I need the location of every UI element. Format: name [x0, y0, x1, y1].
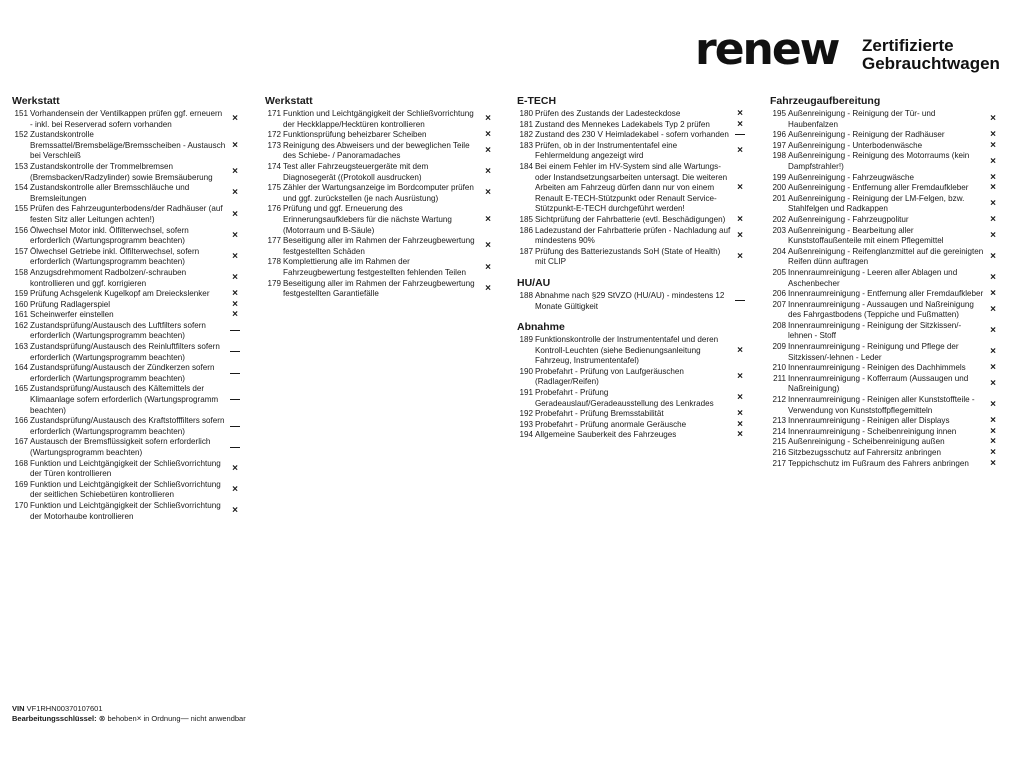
item-number: 214 — [772, 426, 786, 436]
item-number: 207 — [772, 299, 786, 309]
checklist-item — [265, 183, 497, 204]
checklist-item — [12, 459, 244, 480]
checklist-item — [770, 141, 1002, 152]
renew-logo — [695, 24, 1015, 76]
logo-tagline-line1: Zertifizierte — [862, 36, 954, 55]
checklist-item — [12, 268, 244, 289]
item-number: 201 — [772, 193, 786, 203]
checklist-item — [12, 342, 244, 363]
checklist-item — [12, 247, 244, 268]
item-description: Zustand des 230 V Heimladekabel - sofern vorhanden — [535, 130, 729, 140]
item-number: 197 — [772, 140, 786, 150]
item-description: Außenreinigung - Entfernung aller Fremdaufkleber — [788, 183, 969, 193]
checklist-item — [12, 363, 244, 384]
checklist-item — [517, 409, 749, 420]
item-number: 155 — [14, 204, 28, 214]
ok-icon: × — [232, 298, 238, 310]
ok-icon: × — [990, 139, 996, 151]
item-number: 156 — [14, 225, 28, 235]
ok-icon: × — [990, 346, 996, 358]
ok-icon: × — [737, 251, 743, 263]
item-number: 194 — [519, 430, 533, 440]
item-number: 159 — [14, 289, 28, 299]
ok-icon: × — [485, 145, 491, 157]
item-description: Prüfung Achsgelenk Kugelkopf am Dreieckslenker — [30, 289, 210, 299]
checklist-column-1 — [12, 95, 244, 522]
item-number: 185 — [519, 214, 533, 224]
item-description: Innenraumreinigung - Reinigen aller Kunststoffteile - Verwendung von Kunststoffpflegemitteln — [788, 395, 975, 415]
ok-icon: × — [990, 182, 996, 194]
checklist-item — [12, 501, 244, 522]
ok-icon: × — [990, 129, 996, 141]
item-description: Innenraumreinigung - Aussaugen und Naßreinigung des Fahrgastbodens (Teppiche und Fußmatten) — [788, 299, 974, 320]
checklist-item — [770, 109, 1002, 130]
checklist-item — [12, 480, 244, 501]
item-description: Zähler der Wartungsanzeige im Bordcomputer prüfen und ggf. zurückstellen (je nach Ausrüstung) — [283, 183, 474, 203]
vin-label: VIN — [12, 704, 25, 713]
item-number: 191 — [519, 388, 533, 398]
vin-line — [12, 704, 246, 714]
checklist-item — [12, 226, 244, 247]
item-description: Innenraumreinigung - Reinigung und Pflege der Sitzkissen/-lehnen - Leder — [788, 342, 959, 362]
item-description: Außenreinigung - Reinigung der LM-Felgen, bzw. Stahlfelgen und Radkappen — [788, 193, 965, 214]
item-description: Funktionsprüfung beheizbarer Scheiben — [283, 130, 427, 140]
ok-icon: × — [136, 713, 142, 723]
item-number: 176 — [267, 204, 281, 214]
checklist-item — [517, 335, 749, 367]
checklist-item — [770, 247, 1002, 268]
ok-icon: × — [485, 166, 491, 178]
item-description: Prüfung Radlagerspiel — [30, 299, 111, 309]
not-applicable-icon: — — [230, 325, 240, 337]
item-description: Prüfung und ggf. Erneuerung des Erinnerungsaufklebers für die nächste Wartung (Motorraum und B-Säule) — [283, 204, 452, 235]
item-number: 167 — [14, 437, 28, 447]
checklist-item — [770, 416, 1002, 427]
checklist-item — [770, 427, 1002, 438]
item-description: Ölwechsel Motor inkl. Ölfilterwechsel, sofern erforderlich (Wartungsprogramm beachten) — [30, 225, 189, 246]
ok-icon: × — [232, 166, 238, 178]
item-number: 188 — [519, 290, 533, 300]
item-description: Außenreinigung - Reinigung der Tür- und Haubenfalzen — [788, 109, 936, 129]
item-description: Funktion und Leichtgängigkeit der Schließvorrichtung der seitlichen Schiebetüren kontrollieren — [30, 479, 221, 500]
section-title: E-TECH — [517, 95, 557, 107]
legend-na-text: nicht anwendbar — [190, 713, 246, 723]
item-description: Innenraumreinigung - Kofferraum (Aussaugen und Naßreinigung) — [788, 373, 969, 394]
item-description: Beseitigung aller im Rahmen der Fahrzeugbewertung festgestellten Garantiefälle — [283, 278, 475, 299]
repaired-icon: ⊗ — [98, 713, 106, 723]
item-description: Sitzbezugsschutz auf Fahrersitz anbringen — [788, 448, 941, 457]
checklist-item — [517, 247, 749, 268]
item-description: Außenreinigung - Fahrzeugwäsche — [788, 172, 914, 182]
ok-icon: × — [990, 457, 996, 469]
ok-icon: × — [737, 213, 743, 225]
ok-icon: × — [232, 309, 238, 321]
item-number: 196 — [772, 130, 786, 140]
item-number: 195 — [772, 109, 786, 118]
item-number: 171 — [267, 109, 281, 118]
logo-tagline — [862, 37, 1000, 73]
item-description: Funktion und Leichtgängigkeit der Schließvorrichtung der Heckklappe/Hecktüren kontrollieren — [283, 109, 474, 129]
item-description: Probefahrt - Prüfung Bremsstabilität — [535, 409, 664, 419]
checklist-item — [770, 448, 1002, 459]
item-description: Innenraumreinigung - Reinigen aller Displays — [788, 416, 950, 426]
checklist-item — [770, 321, 1002, 342]
item-number: 165 — [14, 384, 28, 394]
legend-ok-text: in Ordnung — [143, 713, 181, 723]
checklist-item — [265, 141, 497, 162]
not-applicable-icon: — — [180, 713, 189, 723]
item-number: 172 — [267, 130, 281, 140]
item-description: Außenreinigung - Fahrzeugpolitur — [788, 214, 909, 224]
item-number: 216 — [772, 448, 786, 457]
not-applicable-icon: — — [230, 441, 240, 453]
item-number: 157 — [14, 246, 28, 256]
logo-tagline-line2: Gebrauchtwagen — [862, 54, 1000, 73]
item-number: 203 — [772, 225, 786, 235]
item-description: Vorhandensein der Ventilkappen prüfen ggf. erneuern - inkl. bei Reserverad sofern vorhanden — [30, 109, 223, 129]
ok-icon: × — [737, 371, 743, 383]
ok-icon: × — [232, 187, 238, 199]
item-number: 168 — [14, 458, 28, 468]
logo-wordmark: renew — [695, 24, 839, 75]
item-number: 163 — [14, 342, 28, 352]
item-description: Außenreinigung - Reinigung des Motorraums (kein Dampfstrahler!) — [788, 151, 970, 171]
item-number: 152 — [14, 130, 28, 140]
checklist-item — [12, 162, 244, 183]
ok-icon: × — [737, 145, 743, 157]
item-description: Zustandsprüfung/Austausch des Reinluftfilters sofern erforderlich (Wartungsprogramm beachten) — [30, 342, 220, 362]
legend-repaired-text: behoben — [107, 713, 137, 723]
ok-icon: × — [232, 484, 238, 496]
vin-value: VF1RHN00370107601 — [26, 704, 103, 713]
checklist-column-2 — [265, 95, 497, 300]
item-number: 177 — [267, 236, 281, 246]
checklist-item — [517, 130, 749, 141]
item-number: 164 — [14, 363, 28, 373]
ok-icon: × — [990, 113, 996, 125]
item-description: Zustandskontrolle aller Bremsschläuche und Bremsleitungen — [30, 183, 190, 203]
item-description: Außenreinigung - Reifenglanzmittel auf die gereinigten Reifen dünn auftragen — [788, 246, 984, 267]
section-title: Abnahme — [517, 321, 565, 334]
item-number: 208 — [772, 320, 786, 330]
checklist-item — [517, 291, 749, 312]
ok-icon: × — [737, 108, 743, 119]
item-number: 178 — [267, 257, 281, 267]
checklist-item — [12, 437, 244, 458]
checklist-item — [770, 395, 1002, 416]
ok-icon: × — [737, 229, 743, 241]
section-title: Werkstatt — [265, 95, 313, 107]
ok-icon: × — [990, 362, 996, 374]
checklist-item — [517, 388, 749, 409]
checklist-item — [770, 215, 1002, 226]
item-description: Funktion und Leichtgängigkeit der Schließvorrichtung der Türen kontrollieren — [30, 458, 221, 479]
checklist-item — [770, 300, 1002, 321]
checklist-item — [770, 363, 1002, 374]
item-number: 181 — [519, 119, 533, 129]
ok-icon: × — [990, 399, 996, 411]
item-description: Test aller Fahrzeugsteuergeräte mit dem Diagnosegerät ((Protokoll ausdrucken) — [283, 161, 429, 182]
checklist-item — [12, 321, 244, 342]
checklist-item — [265, 109, 497, 130]
item-number: 209 — [772, 342, 786, 352]
checklist-item — [12, 416, 244, 437]
item-number: 175 — [267, 183, 281, 193]
ok-icon: × — [485, 213, 491, 225]
item-number: 162 — [14, 320, 28, 330]
item-number: 182 — [519, 130, 533, 140]
item-description: Austausch der Bremsflüssigkeit sofern erforderlich (Wartungsprogramm beachten) — [30, 437, 211, 457]
checklist-item — [770, 374, 1002, 395]
ok-icon: × — [990, 251, 996, 263]
ok-icon: × — [990, 198, 996, 210]
checklist-item — [265, 130, 497, 141]
item-number: 153 — [14, 161, 28, 171]
checklist-item — [517, 430, 749, 441]
item-number: 199 — [772, 172, 786, 182]
item-number: 193 — [519, 419, 533, 429]
item-number: 217 — [772, 458, 786, 468]
item-description: Zustandskontrolle Bremssattel/Bremsbeläge/Bremsscheiben - Austausch bei Verschleiß — [30, 130, 226, 161]
ok-icon: × — [990, 213, 996, 225]
checklist-item — [517, 162, 749, 215]
checklist-item — [770, 268, 1002, 289]
item-number: 200 — [772, 183, 786, 193]
not-applicable-icon: — — [230, 394, 240, 406]
item-number: 174 — [267, 161, 281, 171]
section-title: Fahrzeugaufbereitung — [770, 95, 881, 107]
ok-icon: × — [737, 418, 743, 430]
ok-icon: × — [485, 261, 491, 273]
item-description: Ölwechsel Getriebe inkl. Ölfilterwechsel, sofern erforderlich (Wartungsprogramm beachten) — [30, 246, 200, 267]
checklist-item — [12, 300, 244, 311]
item-description: Abnahme nach §29 StVZO (HU/AU) - mindestens 12 Monate Gültigkeit — [535, 290, 725, 311]
ok-icon: × — [485, 240, 491, 252]
checklist-item — [517, 215, 749, 226]
item-number: 189 — [519, 335, 533, 345]
item-number: 180 — [519, 109, 533, 118]
item-number: 206 — [772, 289, 786, 299]
checklist-item — [517, 141, 749, 162]
checklist-item — [770, 130, 1002, 141]
checklist-item — [770, 459, 1002, 470]
ok-icon: × — [990, 171, 996, 183]
footer — [12, 704, 246, 723]
item-description: Komplettierung alle im Rahmen der Fahrzeugbewertung festgestellten fehlenden Teilen — [283, 257, 466, 277]
item-description: Scheinwerfer einstellen — [30, 310, 114, 320]
item-description: Probefahrt - Prüfung von Laufgeräuschen (Radlager/Reifen) — [535, 366, 684, 387]
item-number: 202 — [772, 214, 786, 224]
item-description: Außenreinigung - Scheibenreinigung außen — [788, 437, 945, 447]
item-number: 154 — [14, 183, 28, 193]
checklist-item — [265, 279, 497, 300]
checklist-item — [770, 289, 1002, 300]
item-description: Prüfen, ob in der Instrumententafel eine Fehlermeldung angezeigt wird — [535, 140, 678, 161]
checklist-item — [770, 226, 1002, 247]
item-description: Außenreinigung - Reinigung der Radhäuser — [788, 130, 945, 140]
item-description: Probefahrt - Prüfung Geradeauslauf/Geradeausstellung des Lenkrades — [535, 388, 714, 408]
item-number: 192 — [519, 409, 533, 419]
item-description: Innenraumreinigung - Scheibenreinigung innen — [788, 426, 957, 436]
item-number: 213 — [772, 416, 786, 426]
not-applicable-icon: — — [735, 129, 745, 141]
ok-icon: × — [232, 113, 238, 125]
ok-icon: × — [232, 462, 238, 474]
ok-icon: × — [737, 182, 743, 194]
item-description: Zustandsprüfung/Austausch des Kältemittels der Klimaanlage sofern erforderlich (Wartungsprogramm beachten) — [30, 384, 219, 415]
item-number: 186 — [519, 225, 533, 235]
item-number: 187 — [519, 246, 533, 256]
checklist-column-3 — [517, 95, 749, 441]
item-description: Funktionskontrolle der Instrumententafel und deren Kontroll-Leuchten (siehe Bedienungsanleitung Fahrzeug, Instrumententafel) — [535, 335, 719, 366]
item-description: Anzugsdrehmoment Radbolzen/-schrauben kontrollieren und ggf. korrigieren — [30, 267, 187, 288]
ok-icon: × — [990, 436, 996, 448]
ok-icon: × — [485, 187, 491, 199]
section-title: Werkstatt — [12, 95, 60, 107]
ok-icon: × — [232, 272, 238, 284]
ok-icon: × — [232, 251, 238, 263]
item-number: 184 — [519, 161, 533, 171]
item-description: Bei einem Fehler im HV-System sind alle Wartungs- oder Instandsetzungsarbeiten untersagt. Die weiteren Arbeiten am Fahrzeug dürfen dann nur von einem Renault E-TECH-Stützpunkt oder Renault Service-Stützpunkt-E-TECH durchgeführt werden! — [535, 161, 728, 214]
item-number: 173 — [267, 140, 281, 150]
item-number: 190 — [519, 366, 533, 376]
ok-icon: × — [232, 505, 238, 517]
checklist-item — [517, 109, 749, 120]
item-description: Reinigung des Abweisers und der beweglichen Teile des Schiebe- / Panoramadaches — [283, 140, 470, 161]
ok-icon: × — [990, 303, 996, 315]
ok-icon: × — [990, 229, 996, 241]
checklist-item — [12, 130, 244, 162]
item-number: 170 — [14, 500, 28, 510]
ok-icon: × — [990, 272, 996, 284]
checklist-item — [517, 367, 749, 388]
item-description: Innenraumreinigung - Entfernung aller Fremdaufkleber — [788, 289, 984, 299]
ok-icon: × — [737, 118, 743, 130]
item-description: Zustandsprüfung/Austausch der Zündkerzen sofern erforderlich (Wartungsprogramm beachten) — [30, 363, 215, 383]
item-number: 160 — [14, 299, 28, 309]
checklist-item — [265, 257, 497, 278]
ok-icon: × — [232, 229, 238, 241]
checklist-item — [770, 151, 1002, 172]
checklist-item — [12, 310, 244, 321]
item-description: Beseitigung aller im Rahmen der Fahrzeugbewertung festgestellten Schäden — [283, 236, 475, 256]
checklist-item — [517, 420, 749, 431]
ok-icon: × — [990, 447, 996, 458]
checklist-item — [12, 109, 244, 130]
item-description: Teppichschutz im Fußraum des Fahrers anbringen — [788, 458, 969, 468]
checklist-item — [770, 342, 1002, 363]
checklist-item — [517, 226, 749, 247]
item-description: Zustandsprüfung/Austausch des Kraftstofffilters sofern erforderlich (Wartungsprogramm beachten) — [30, 416, 225, 436]
checklist-item — [770, 194, 1002, 215]
ok-icon: × — [990, 325, 996, 337]
checklist-item — [12, 204, 244, 225]
checklist-item — [770, 173, 1002, 184]
item-number: 169 — [14, 479, 28, 489]
ok-icon: × — [737, 408, 743, 420]
item-description: Außenreinigung - Unterbodenwäsche — [788, 140, 923, 150]
ok-icon: × — [737, 344, 743, 356]
item-description: Innenraumreinigung - Reinigen des Dachhimmels — [788, 363, 966, 373]
section-title: HU/AU — [517, 276, 551, 289]
item-description: Funktion und Leichtgängigkeit der Schließvorrichtung der Motorhaube kontrollieren — [30, 500, 221, 521]
item-description: Außenreinigung - Bearbeitung aller Kunststoffaußenteile mit einem Pflegemittel — [788, 225, 944, 246]
item-number: 204 — [772, 246, 786, 256]
ok-icon: × — [990, 288, 996, 300]
item-description: Sichtprüfung der Fahrbatterie (evtl. Beschädigungen) — [535, 214, 726, 224]
item-number: 161 — [14, 310, 28, 320]
item-description: Prüfen des Zustands der Ladesteckdose — [535, 109, 681, 118]
checklist-item — [770, 437, 1002, 448]
ok-icon: × — [990, 425, 996, 437]
item-number: 151 — [14, 109, 28, 118]
checklist-column-4 — [770, 95, 1002, 469]
not-applicable-icon: — — [230, 346, 240, 358]
checklist-item — [12, 183, 244, 204]
ok-icon: × — [737, 392, 743, 404]
item-number: 210 — [772, 363, 786, 373]
ok-icon: × — [232, 288, 238, 300]
item-description: Zustandskontrolle der Trommelbremsen (Bremsbacken/Radzylinder) sowie Bremsäuberung — [30, 161, 213, 182]
ok-icon: × — [232, 208, 238, 220]
ok-icon: × — [485, 113, 491, 125]
item-description: Ladezustand der Fahrbatterie prüfen - Nachladung auf mindestens 90% — [535, 225, 731, 246]
ok-icon: × — [485, 282, 491, 294]
item-description: Innenraumreinigung - Reinigung der Sitzkissen/-lehnen - Stoff — [788, 320, 962, 341]
item-number: 205 — [772, 267, 786, 277]
ok-icon: × — [232, 139, 238, 151]
ok-icon: × — [990, 415, 996, 427]
not-applicable-icon: — — [230, 367, 240, 379]
checklist-item — [12, 289, 244, 300]
checklist-item — [265, 236, 497, 257]
item-description: Zustand des Mennekes Ladekabels Typ 2 prüfen — [535, 119, 710, 129]
item-number: 215 — [772, 437, 786, 447]
ok-icon: × — [485, 129, 491, 141]
item-number: 166 — [14, 416, 28, 426]
item-number: 183 — [519, 140, 533, 150]
item-description: Prüfung des Batteriezustands SoH (State of Health) mit CLIP — [535, 246, 721, 267]
item-description: Probefahrt - Prüfung anormale Geräusche — [535, 419, 687, 429]
item-number: 212 — [772, 395, 786, 405]
checklist-item — [517, 120, 749, 131]
item-description: Innenraumreinigung - Leeren aller Ablagen und Aschenbecher — [788, 267, 958, 288]
checklist-item — [770, 183, 1002, 194]
checklist-item — [265, 162, 497, 183]
not-applicable-icon: — — [230, 420, 240, 432]
item-description: Allgemeine Sauberkeit des Fahrzeuges — [535, 430, 677, 440]
item-description: Zustandsprüfung/Austausch des Luftfilters sofern erforderlich (Wartungsprogramm beachten) — [30, 320, 206, 341]
checklist-item — [265, 204, 497, 236]
legend-line — [12, 714, 246, 724]
checklist-item — [12, 384, 244, 416]
item-description: Prüfen des Fahrzeugunterbodens/der Radhäuser (auf festen Sitz aller Leitungen achten!) — [30, 204, 223, 224]
legend-label: Bearbeitungsschlüssel: — [12, 713, 97, 723]
ok-icon: × — [737, 429, 743, 441]
ok-icon: × — [990, 378, 996, 390]
not-applicable-icon: — — [735, 295, 745, 307]
item-number: 179 — [267, 278, 281, 288]
item-number: 211 — [773, 373, 786, 383]
ok-icon: × — [990, 155, 996, 167]
item-number: 158 — [14, 267, 28, 277]
item-number: 198 — [772, 151, 786, 161]
